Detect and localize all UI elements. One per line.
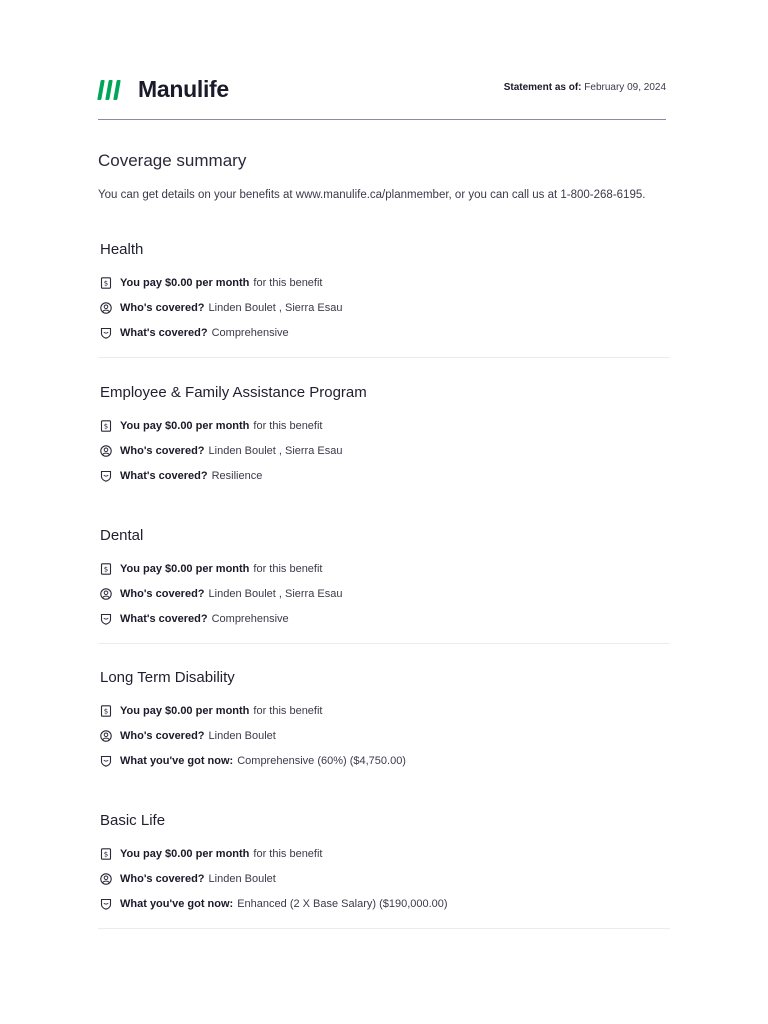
who-value: Linden Boulet , Sierra Esau [208,301,343,314]
manulife-logo [98,76,229,103]
brand-name: Manulife [138,76,229,102]
who-label: Who's covered? [120,444,205,457]
what-value: Resilience [211,469,263,482]
shield-icon [100,613,112,625]
pay-row [100,413,670,438]
what-value: Comprehensive [211,612,289,625]
what-label: What's covered? [120,469,208,482]
who-row [100,295,670,320]
what-value: Comprehensive (60%) ($4,750.00) [237,754,406,767]
what-value: Enhanced (2 X Base Salary) ($190,000.00) [237,897,448,910]
receipt-dollar-icon [100,705,112,717]
statement-date-value: February 09, 2024 [584,82,666,93]
section-title: Employee & Family Assistance Program [100,384,367,401]
manulife-logo-mark-icon [98,78,122,102]
what-label: What you've got now: [120,897,234,910]
benefit-section-health [100,241,670,345]
pay-row [100,698,670,723]
benefit-section-dental [100,527,670,631]
person-circle-icon [100,445,112,457]
svg-text:$: $ [103,565,109,574]
what-label: What you've got now: [120,754,234,767]
who-value: Linden Boulet [208,872,276,885]
pay-label: You pay $0.00 per month [120,419,250,432]
person-circle-icon [100,302,112,314]
person-circle-icon [100,588,112,600]
what-label: What's covered? [120,612,208,625]
pay-suffix: for this benefit [253,847,323,860]
shield-icon [100,755,112,767]
what-label: What's covered? [120,326,208,339]
shield-icon [100,470,112,482]
person-circle-icon [100,730,112,742]
pay-label: You pay $0.00 per month [120,847,250,860]
what-row [100,891,670,916]
svg-text:$: $ [103,707,109,716]
section-divider [98,643,670,644]
who-row [100,438,670,463]
svg-text:$: $ [103,422,109,431]
what-row [100,463,670,488]
section-title: Dental [100,527,144,544]
svg-text:$: $ [103,279,109,288]
section-title: Basic Life [100,812,166,829]
what-row [100,320,670,345]
svg-text:$: $ [103,850,109,859]
header-divider [98,119,666,120]
statement-date [504,82,666,93]
who-row [100,866,670,891]
what-value: Comprehensive [211,326,289,339]
receipt-dollar-icon [100,848,112,860]
who-row [100,723,670,748]
pay-suffix: for this benefit [253,419,323,432]
statement-header [98,74,666,104]
pay-label: You pay $0.00 per month [120,562,250,575]
section-title: Long Term Disability [100,669,235,686]
benefit-section-basic-life [100,812,670,916]
what-row [100,748,670,773]
pay-label: You pay $0.00 per month [120,276,250,289]
who-label: Who's covered? [120,301,205,314]
shield-icon [100,898,112,910]
who-row [100,581,670,606]
intro-text: You can get details on your benefits at www.manulife.ca/planmember, or you can call us at 1-800-268-6195. [98,189,646,201]
receipt-dollar-icon [100,277,112,289]
section-divider [98,357,670,358]
benefit-section-efap [100,384,670,488]
pay-row [100,841,670,866]
section-title: Health [100,241,144,258]
statement-date-label: Statement as of: [503,82,582,93]
who-label: Who's covered? [120,587,205,600]
who-label: Who's covered? [120,729,205,742]
pay-suffix: for this benefit [253,562,323,575]
shield-icon [100,327,112,339]
receipt-dollar-icon [100,563,112,575]
page-title: Coverage summary [98,151,247,170]
pay-suffix: for this benefit [253,704,323,717]
who-label: Who's covered? [120,872,205,885]
who-value: Linden Boulet , Sierra Esau [208,444,343,457]
pay-row [100,270,670,295]
section-divider [98,928,670,929]
person-circle-icon [100,873,112,885]
who-value: Linden Boulet [208,729,276,742]
pay-label: You pay $0.00 per month [120,704,250,717]
benefit-section-ltd [100,669,670,773]
who-value: Linden Boulet , Sierra Esau [208,587,343,600]
pay-row [100,556,670,581]
receipt-dollar-icon [100,420,112,432]
pay-suffix: for this benefit [253,276,323,289]
what-row [100,606,670,631]
